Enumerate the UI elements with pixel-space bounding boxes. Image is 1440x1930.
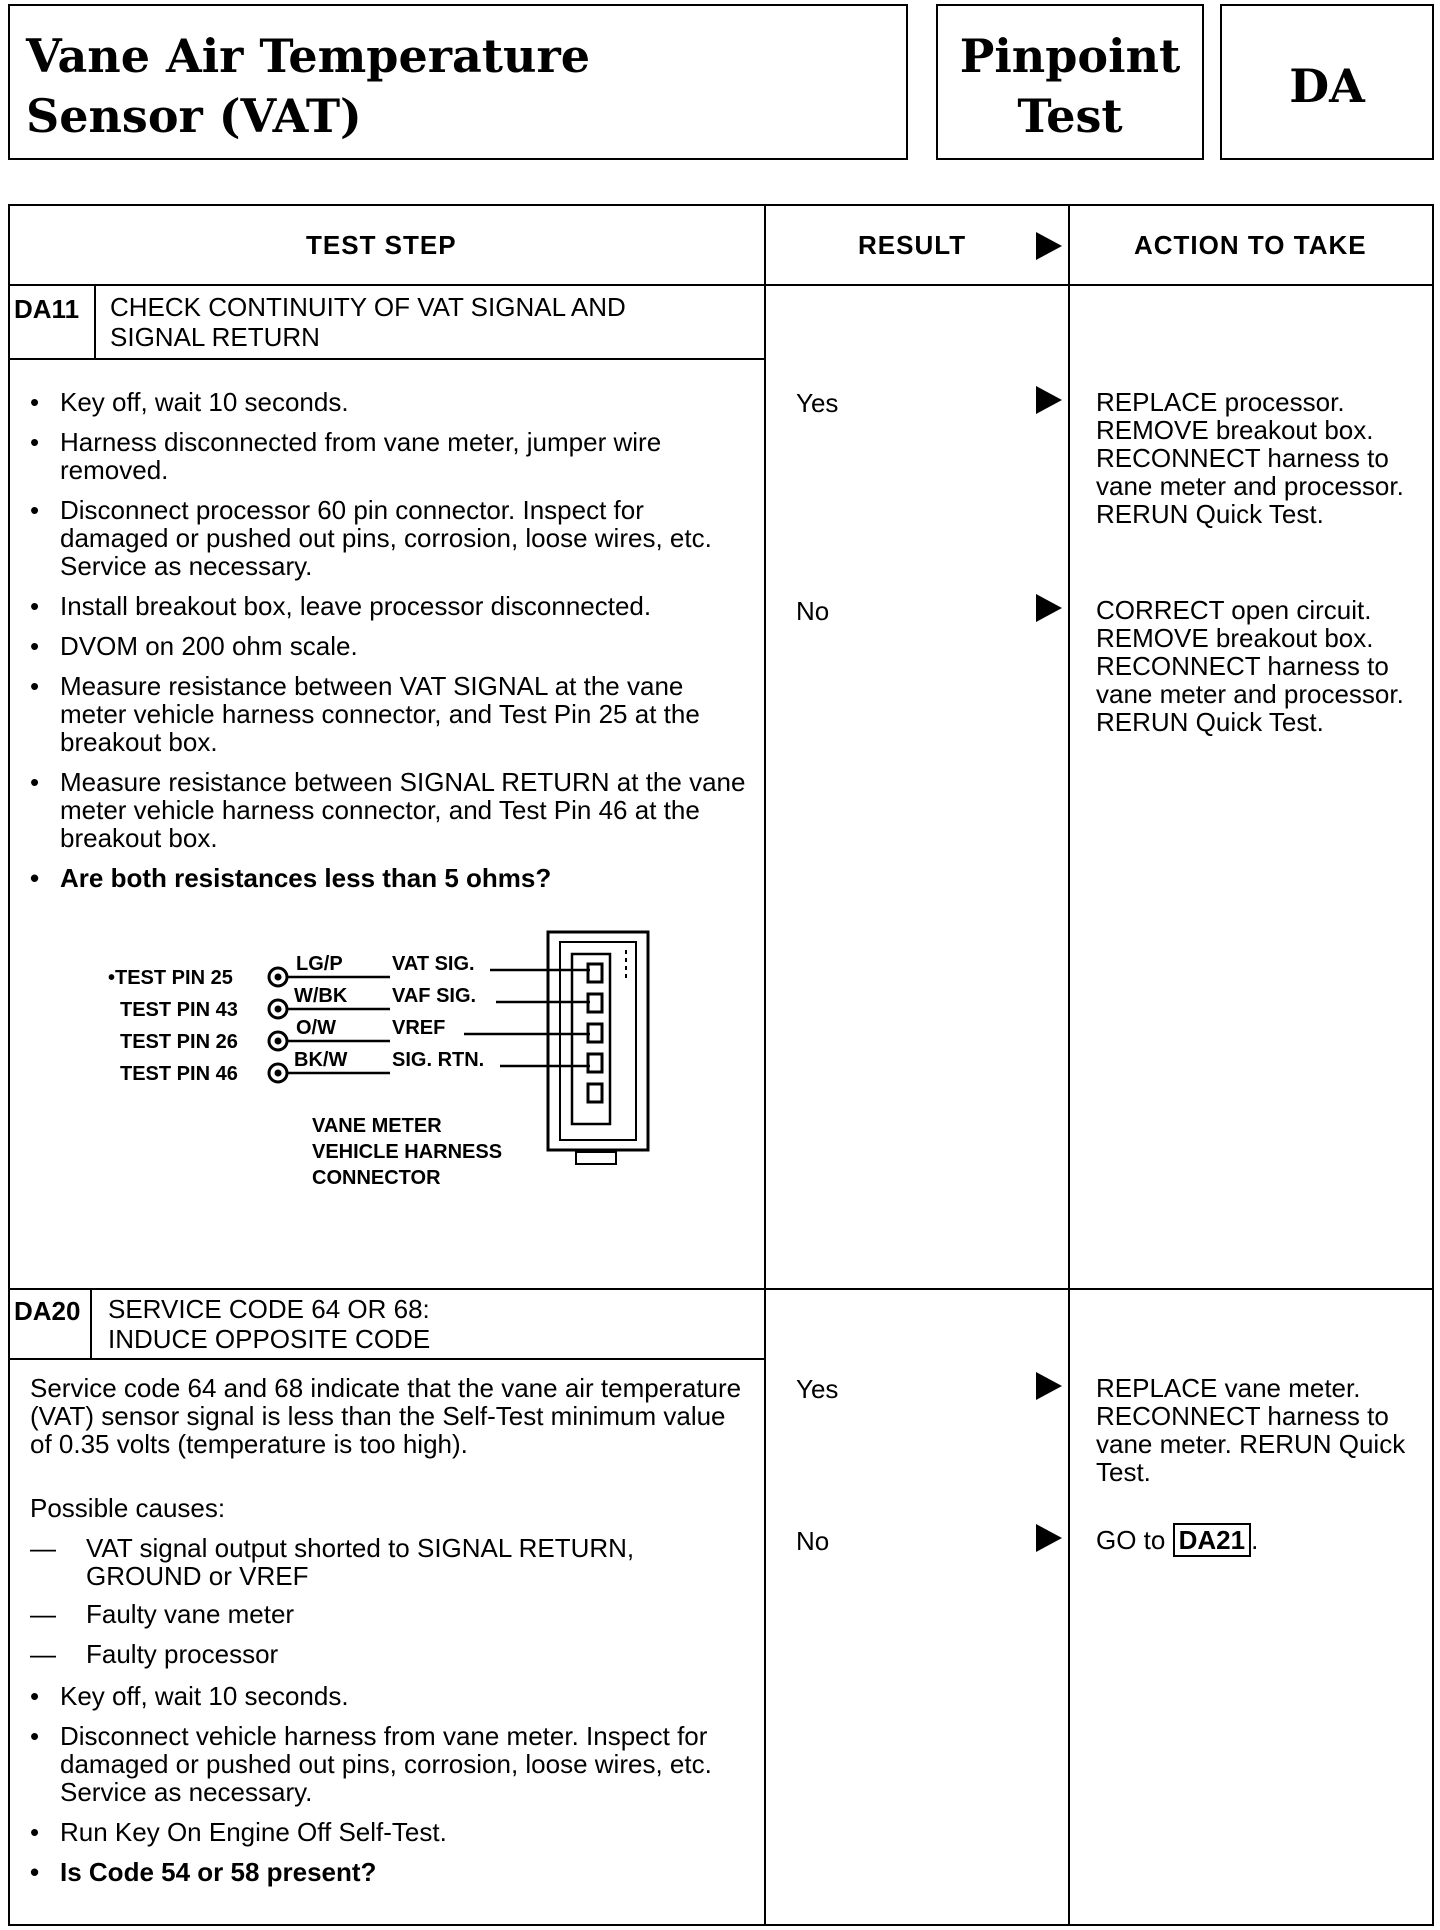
da11-action-yes: REPLACE processor. REMOVE breakout box. RECONNECT harness to vane meter and processor. RERUN Quick Test. xyxy=(1096,387,1404,529)
da20-step: • Run Key On Engine Off Self-Test. xyxy=(30,1817,447,1847)
da20-result-no: No xyxy=(796,1526,830,1556)
wire-color: LG/P xyxy=(296,953,343,975)
da11-step-id: DA11 xyxy=(14,294,80,324)
pinpoint-label: Pinpoint Test xyxy=(959,29,1181,143)
signal-label: SIG. RTN. xyxy=(392,1049,485,1071)
da20-step: • Key off, wait 10 seconds. xyxy=(30,1681,349,1711)
wire-color: W/BK xyxy=(294,985,348,1007)
pinpoint-box xyxy=(936,4,1204,160)
connector-diagram xyxy=(100,920,700,1220)
da11-step: • Disconnect processor 60 pin connector. Inspect for damaged or pushed out pins, corrosion, loose wires, etc. Service as necessary. xyxy=(30,495,712,581)
goto-da21-link[interactable]: DA21 xyxy=(1173,1523,1251,1557)
pin-terminal-icon xyxy=(269,968,287,986)
pin-label: TEST PIN 46 xyxy=(120,1063,238,1085)
da20-id-divider xyxy=(90,1290,92,1358)
da11-title-rule xyxy=(8,358,766,360)
da11-step: • Install breakout box, leave processor disconnected. xyxy=(30,591,652,621)
col-action: ACTION TO TAKE xyxy=(1134,230,1367,260)
result-arrow-icon xyxy=(1036,386,1062,414)
da11-step: • Measure resistance between VAT SIGNAL at the vane meter vehicle harness connector, and Test Pin 25 at the breakout box. xyxy=(30,671,700,757)
da11-step: • Key off, wait 10 seconds. xyxy=(30,387,349,417)
diagram-caption: VANE METER xyxy=(312,1115,442,1137)
pin-label: TEST PIN 26 xyxy=(120,1031,238,1053)
divider-step-result xyxy=(764,204,766,1926)
da20-result-yes: Yes xyxy=(796,1374,839,1404)
title-box xyxy=(8,4,908,160)
test-code: DA xyxy=(1289,59,1365,113)
diagram-caption: VEHICLE HARNESS xyxy=(312,1141,503,1163)
col-result: RESULT xyxy=(858,230,967,260)
pin-terminal-icon xyxy=(269,1032,287,1050)
da20-title-rule xyxy=(8,1358,766,1360)
da20-cause: — VAT signal output shorted to SIGNAL RETURN, GROUND or VREF xyxy=(30,1533,635,1591)
result-arrow-icon xyxy=(1036,1372,1062,1400)
da20-action-no: GO to DA21 . xyxy=(1096,1525,1259,1555)
da11-question: • Are both resistances less than 5 ohms? xyxy=(30,863,552,893)
section-rule xyxy=(8,1288,1434,1290)
pin-terminal-icon xyxy=(269,1064,287,1082)
page-title: Vane Air Temperature Sensor (VAT) xyxy=(26,29,590,143)
da20-question: • Is Code 54 or 58 present? xyxy=(30,1857,377,1887)
wire-color: O/W xyxy=(296,1017,336,1039)
signal-label: VREF xyxy=(392,1017,446,1039)
da20-step-id: DA20 xyxy=(14,1296,81,1326)
da20-intro: Service code 64 and 68 indicate that the vane air temperature (VAT) sensor signal is less than the Self-Test minimum value of 0.35 volts (temperature is too high). xyxy=(30,1373,742,1459)
da11-action-no: CORRECT open circuit. REMOVE breakout box. RECONNECT harness to vane meter and processor. RERUN Quick Test. xyxy=(1096,595,1404,737)
pin-terminal-icon xyxy=(269,1000,287,1018)
pin-label: •TEST PIN 25 xyxy=(108,967,233,989)
da11-result-no: No xyxy=(796,596,830,626)
connector-housing-icon xyxy=(548,932,648,1164)
signal-label: VAF SIG. xyxy=(392,985,477,1007)
da20-causes-label: Possible causes: xyxy=(30,1493,226,1523)
da20-action-yes: REPLACE vane meter. RECONNECT harness to vane meter. RERUN Quick Test. xyxy=(1096,1373,1406,1487)
result-arrow-icon xyxy=(1036,232,1062,260)
da11-result-yes: Yes xyxy=(796,388,839,418)
diagram-caption: CONNECTOR xyxy=(312,1167,441,1189)
test-code-box xyxy=(1220,4,1434,160)
da11-step: • Measure resistance between SIGNAL RETURN at the vane meter vehicle harness connector, and Test Pin 46 at the breakout box. xyxy=(30,767,746,853)
result-arrow-icon xyxy=(1036,1524,1062,1552)
da11-step-title: CHECK CONTINUITY OF VAT SIGNAL AND SIGNAL RETURN xyxy=(110,292,626,352)
signal-label: VAT SIG. xyxy=(392,953,475,975)
col-test-step: TEST STEP xyxy=(306,230,457,260)
da20-cause: — Faulty vane meter xyxy=(30,1599,295,1629)
result-arrow-icon xyxy=(1036,594,1062,622)
wire-color: BK/W xyxy=(294,1049,348,1071)
da20-step-title: SERVICE CODE 64 OR 68: INDUCE OPPOSITE CODE xyxy=(108,1294,431,1354)
da20-cause: — Faulty processor xyxy=(30,1639,279,1669)
header-rule xyxy=(8,284,1434,286)
da11-step: • DVOM on 200 ohm scale. xyxy=(30,631,358,661)
da11-id-divider xyxy=(94,286,96,358)
da11-step: • Harness disconnected from vane meter, jumper wire removed. xyxy=(30,427,662,485)
pin-label: TEST PIN 43 xyxy=(120,999,238,1021)
divider-result-action xyxy=(1068,204,1070,1926)
da20-step: • Disconnect vehicle harness from vane meter. Inspect for damaged or pushed out pins, corrosion, loose wires, etc. Service as necessary. xyxy=(30,1721,712,1807)
